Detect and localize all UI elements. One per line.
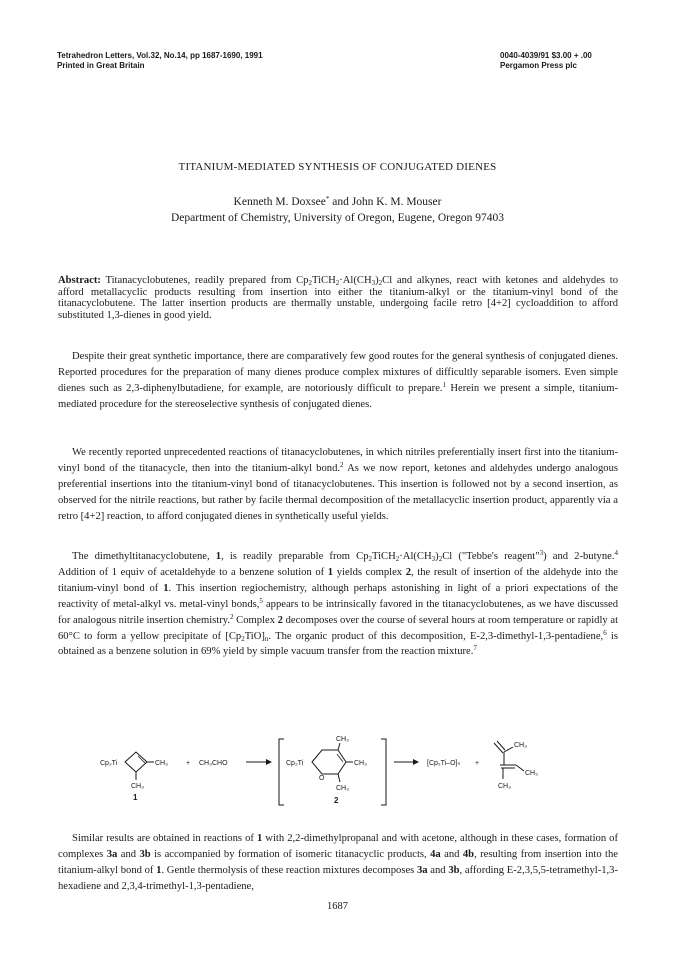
paragraph-text: As we now report, ketones and aldehydes undergo analogous preferential insertions into the titanium-vinyl bond of titanacyclobutenes. This insertion is followed not by a second insertion, as observed for the nitrile reactions, but rather by facile thermal decomposition of the metallacyclic insertion product, apparently via a retro [4+2] reaction, to afford conjugated dienes in synthetically useful yields.: [58, 462, 618, 522]
compound-number: 1: [215, 551, 222, 562]
right-bracket: [381, 739, 386, 805]
compound-number: 2: [405, 566, 412, 578]
subscript: 2: [335, 279, 340, 287]
publisher-info: [500, 51, 592, 71]
subscript: 2: [438, 555, 443, 563]
compound-number: 3b: [448, 864, 460, 876]
paragraph-4: [58, 831, 618, 895]
subscript: 3: [431, 555, 436, 563]
compound-number: 4a: [430, 848, 441, 860]
paragraph-text: is accompanied by formation of isomeric titanacyclic products,: [150, 848, 431, 860]
paragraph-text: We recently reported unprecedented reactions of titanacyclobutenes, in which nitriles preferentially insert first into the titanium-vinyl bond of the titanacycle, then into the titanium-alkyl bond.: [58, 447, 618, 474]
methyl-bond: [338, 743, 340, 750]
reference-mark: 5: [259, 596, 263, 605]
abstract-text: ): [375, 275, 379, 286]
left-bracket: [279, 739, 284, 805]
paragraph-text: TiO]: [244, 630, 265, 642]
compound-number: 1: [156, 864, 162, 876]
subscript: 2: [395, 555, 400, 563]
reference-mark: 3: [539, 549, 544, 557]
paragraph-text: Despite their great synthetic importance, there are comparatively few good routes for the general synthesis of conjugated dienes. Reported procedures for the preparation of many dienes produce complex mixtures of difficultly separable isomers. Even simple dienes such as 2,3-diphenylbutadiene, for example, are notoriously difficult to prepare.: [58, 351, 618, 394]
compound-number: 1: [256, 833, 263, 844]
compound-number: 4b: [462, 848, 475, 860]
paragraph-text: ): [435, 551, 439, 562]
terminal-alkene: [494, 743, 503, 753]
affiliation: Department of Chemistry, University of Oregon, Eugene, Oregon 97403: [171, 212, 504, 224]
page-number: 1687: [327, 901, 348, 912]
code-line: 0040-4039/91 $3.00 + .00: [500, 51, 592, 60]
methyl-label: CH₃: [514, 742, 527, 749]
subscript: 2: [378, 279, 383, 287]
journal-line: Tetrahedron Letters, Vol.32, No.14, pp 1687-1690, 1991: [57, 51, 263, 60]
compound-number: 3a: [106, 848, 118, 860]
reference-mark: 1: [442, 380, 447, 389]
paragraph-text: ·Al(CH: [399, 551, 432, 562]
plus-sign: +: [475, 760, 480, 767]
paragraph-text: yields complex: [333, 566, 406, 578]
paragraph-text: and: [117, 848, 140, 860]
compound-number: 1: [327, 566, 334, 578]
acetaldehyde-label: CH₃CHO: [199, 760, 228, 767]
methyl-label: CH₃: [155, 760, 168, 767]
paragraph-2: [58, 445, 618, 525]
paragraph-text: with 2,2-dimethylpropanal and with acetone, although in these cases, formation of complexes: [58, 833, 618, 860]
paragraph-text: The dimethyltitanacyclobutene,: [72, 551, 216, 562]
paragraph-text: . The organic product of this decomposition, E-2,3-dimethyl-1,3-pentadiene,: [268, 630, 604, 642]
abstract-text: ·Al(CH: [339, 275, 372, 286]
arrowhead: [266, 759, 272, 765]
author-1: Kenneth M. Doxsee: [233, 196, 326, 208]
paragraph-text: and: [427, 864, 449, 876]
corresponding-mark: *: [325, 195, 330, 203]
compound-number: 1: [163, 582, 169, 594]
journal-citation: [57, 51, 263, 71]
publisher-line: Pergamon Press plc: [500, 61, 577, 70]
arrowhead: [413, 759, 419, 765]
paragraph-text: Cl ("Tebbe's reagent": [442, 551, 540, 562]
subscript: 2: [368, 555, 373, 563]
reference-mark: 2: [230, 612, 234, 621]
paragraph-text: , resulting from insertion into the titanium-alkyl bond of: [58, 848, 619, 876]
oxygen-label: O: [319, 775, 325, 782]
paragraph-3: [58, 549, 618, 660]
compound-number: 3b: [139, 848, 151, 860]
compound-label-2: 2: [334, 796, 339, 805]
terminal-alkene: [497, 741, 505, 750]
paragraph-text: Addition of 1 equiv of acetaldehyde to a benzene solution of: [58, 566, 328, 578]
author-connector: and: [329, 196, 352, 208]
compound-number: 3a: [417, 864, 428, 876]
methyl-label: CH₃: [354, 760, 367, 767]
reference-mark: 7: [473, 644, 477, 653]
reference-mark: 6: [603, 628, 607, 637]
subscript: 3: [371, 279, 376, 287]
paragraph-text: decomposes over the course of several hours at room temperature or rapidly at 60°C to form a yellow precipitate of [Cp: [58, 614, 619, 642]
titanium-oxide-label: [Cp₂Ti–O]ₙ: [427, 760, 461, 767]
paragraph-text: is obtained as a benzene solution in 69% yield by simple vacuum transfer from the reaction mixture.: [58, 630, 618, 658]
author-2: John K. M. Mouser: [351, 196, 442, 208]
paragraph-text: Herein we present a simple, titanium-mediated procedure for the stereoselective synthesis of conjugated dienes.: [58, 382, 618, 410]
paragraph-1: [58, 349, 618, 413]
paragraph-text: , the result of insertion of the aldehyde into the titanium-vinyl bond of: [58, 566, 618, 594]
abstract-label: Abstract:: [58, 275, 101, 286]
abstract-text: Cl and alkynes, react with ketones and aldehydes to afford metallacyclic products resulting from insertion into either the titanium-alkyl or the titanium-vinyl bond of the titanacyclobutene. The latter insertion products are thermally unstable, undergoing facile retro [4+2] cycloaddition to afford substituted 1,3-dienes in good yield.: [58, 275, 618, 321]
abstract-text: TiCH: [311, 275, 336, 286]
cp2ti-label: Cp₂Ti: [100, 760, 118, 767]
diene-bond: [504, 747, 513, 752]
methyl-label: CH₃: [498, 783, 511, 790]
subscript: n: [264, 634, 269, 643]
ring-double-bond: [337, 754, 343, 762]
reaction-scheme: [100, 733, 580, 825]
compound-label-1: 1: [133, 793, 138, 802]
printed-line: Printed in Great Britain: [57, 61, 145, 70]
paragraph-text: TiCH: [372, 551, 396, 562]
paragraph-text: and: [440, 848, 463, 860]
reference-mark: 2: [340, 460, 344, 469]
subscript: 2: [308, 279, 312, 287]
reference-mark: 4: [614, 549, 618, 557]
paragraph-text: , affording E-2,3,5,5-tetramethyl-1,3-hexadiene and 2,3,4-trimethyl-1,3-pentadiene,: [58, 864, 619, 892]
paragraph-text: Complex: [233, 614, 278, 626]
subscript: 2: [241, 634, 245, 643]
article-title: TITANIUM-MEDIATED SYNTHESIS OF CONJUGATED DIENES: [178, 161, 497, 173]
author-line: [0, 196, 675, 208]
abstract-text: Titanacyclobutenes, readily prepared from Cp: [100, 275, 309, 286]
metallacycle-ring: [312, 750, 346, 774]
methyl-label: CH₃: [525, 770, 538, 777]
paragraph-text: . Gentle thermolysis of these reaction mixtures decomposes: [161, 864, 417, 876]
abstract: [58, 275, 618, 321]
paragraph-text: , is readily preparable from Cp: [221, 551, 369, 562]
methyl-label: CH₃: [336, 785, 349, 792]
paragraph-text: appears to be intrinsically favored in the titanacyclobutenes, as we have discussed for analogous nitrile insertion chemistry.: [58, 598, 618, 626]
paragraph-text: Similar results are obtained in reactions of: [72, 833, 257, 844]
paragraph-text: ) and 2-butyne.: [543, 551, 615, 562]
methyl-bond: [516, 765, 524, 771]
plus-sign: +: [186, 760, 191, 767]
compound-number: 2: [277, 614, 283, 626]
methyl-bond: [338, 774, 340, 782]
paragraph-text: . This insertion regiochemistry, although perhaps astonishing in light of a priori expectations of the reactivity of metal-alkyl vs. metal-vinyl bonds,: [58, 582, 618, 610]
methyl-label: CH₃: [336, 736, 349, 743]
cp2ti-label: Cp₂Ti: [286, 760, 304, 767]
methyl-label: CH₃: [131, 783, 144, 790]
